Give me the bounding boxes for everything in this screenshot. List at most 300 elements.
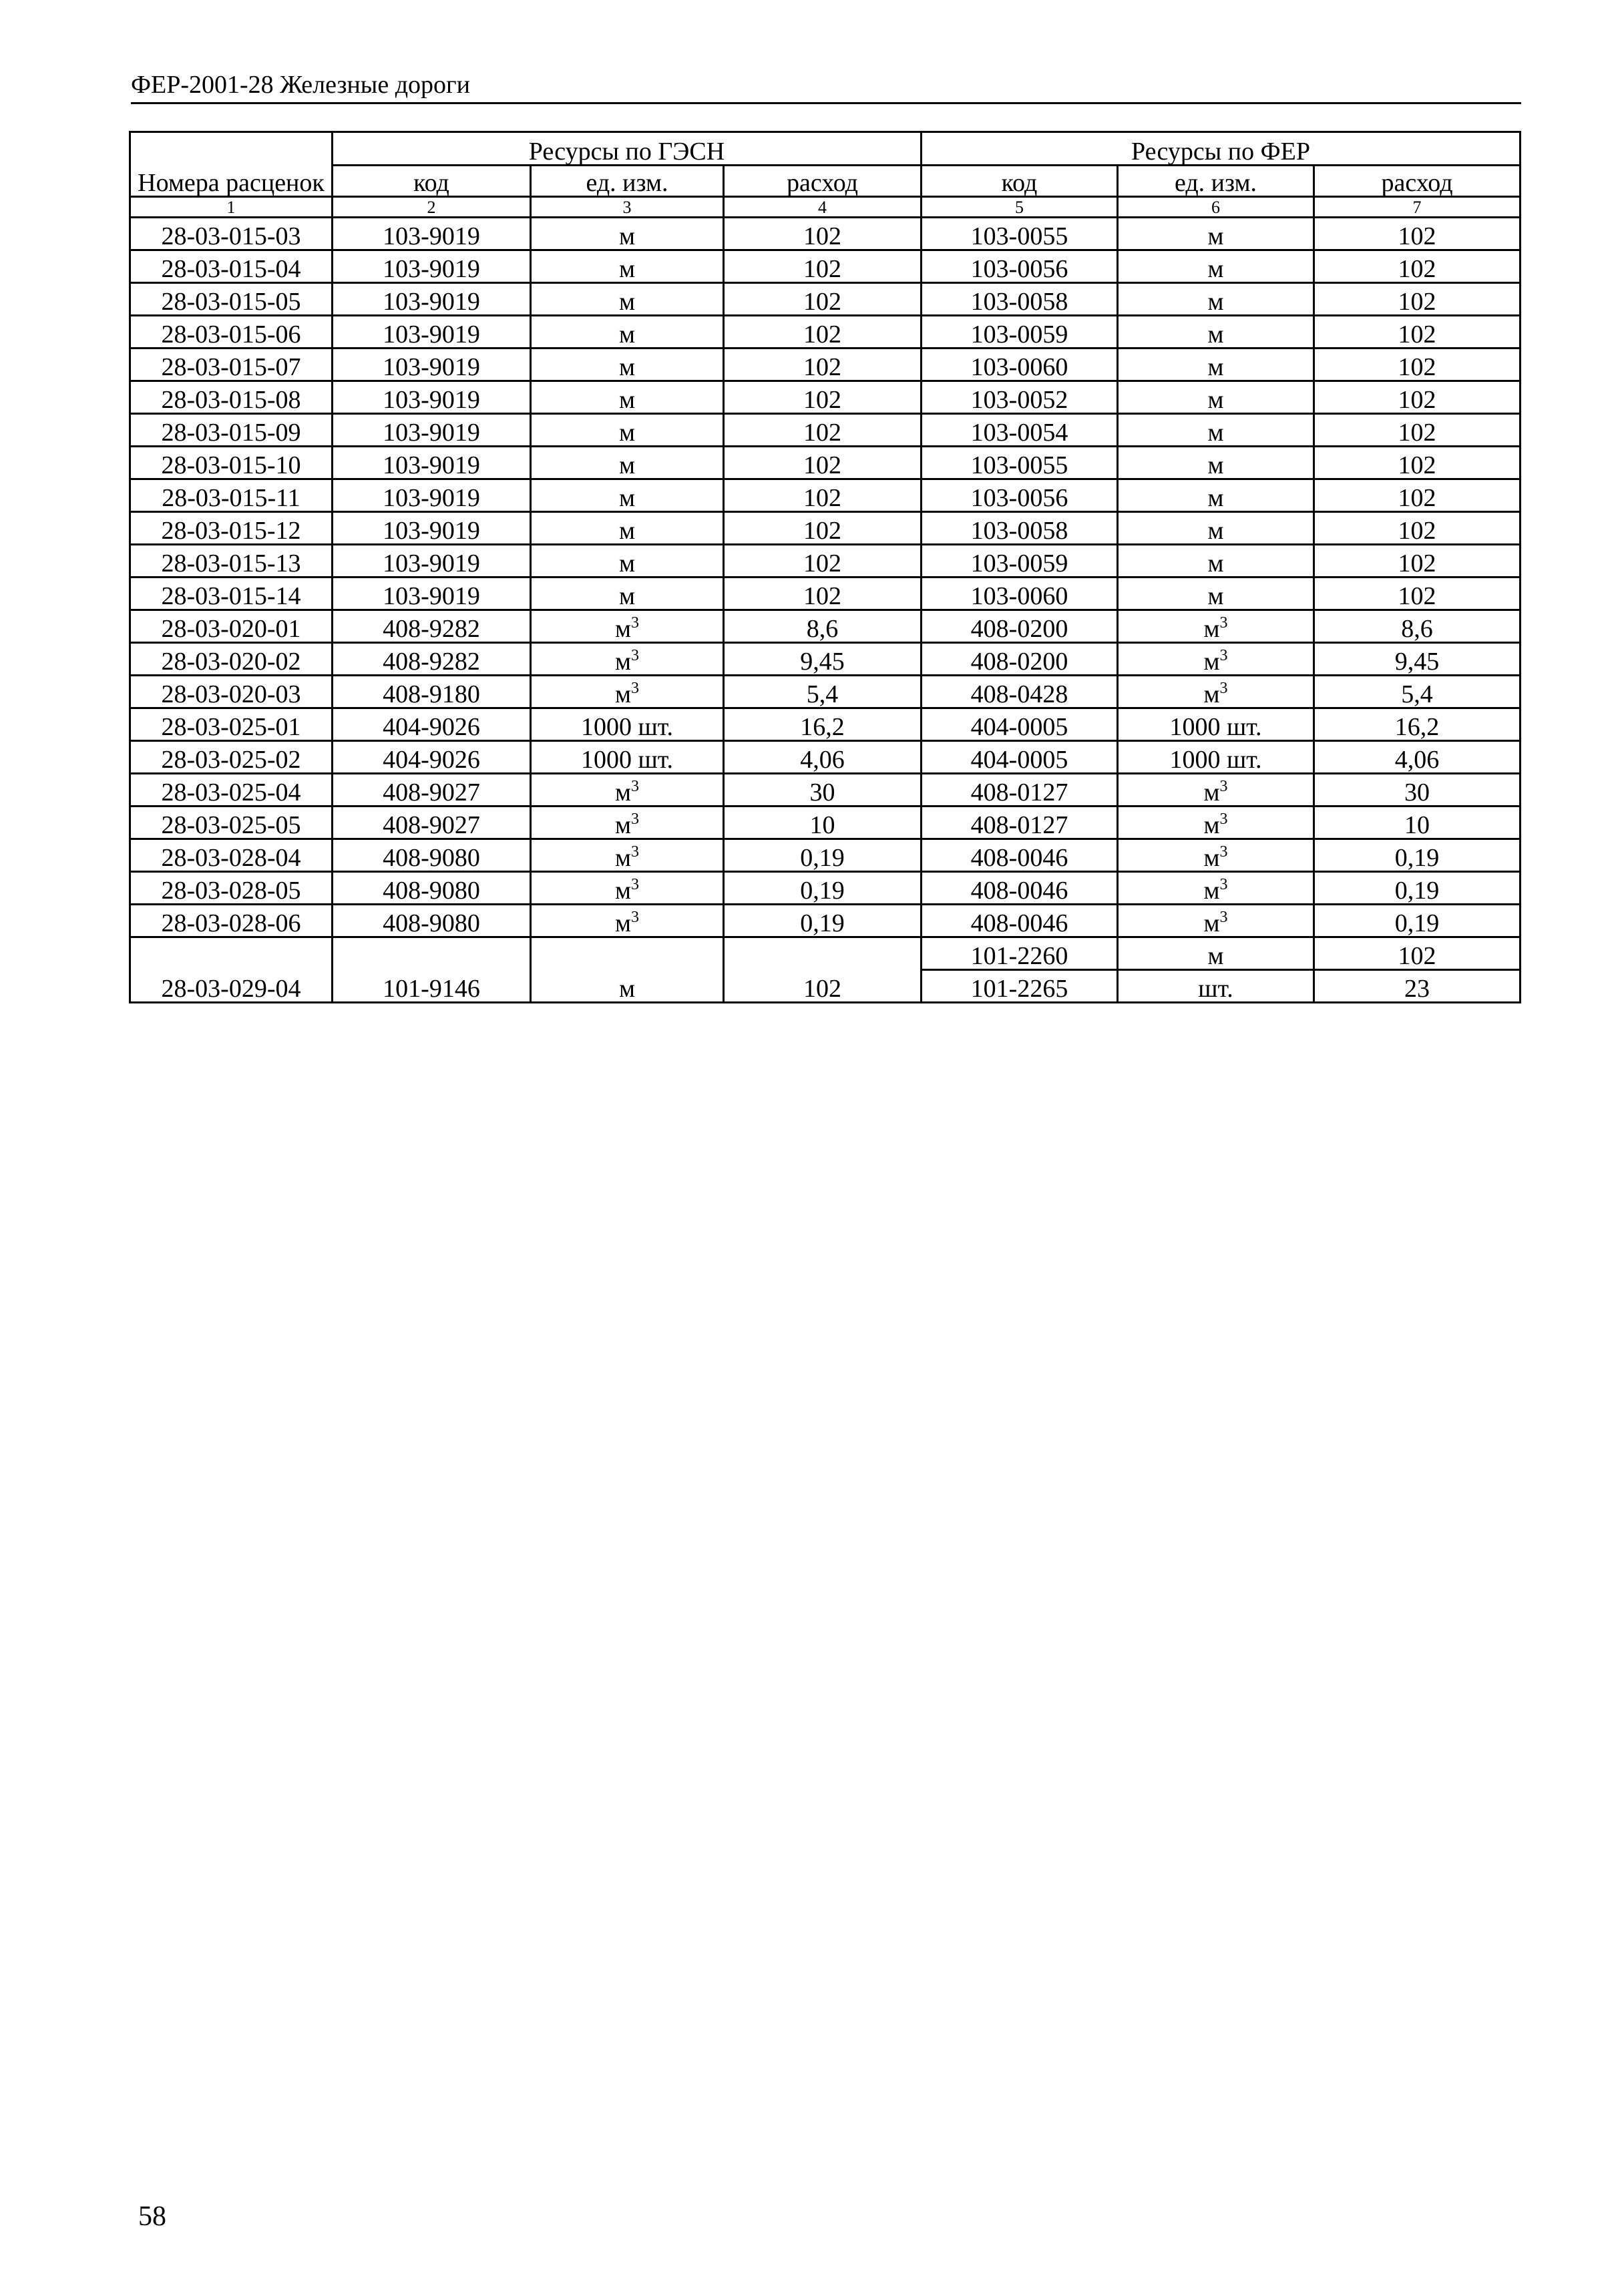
cell-fer-qty-text: 102 xyxy=(1398,451,1436,479)
cell-gesn-code xyxy=(333,218,531,250)
cell-fer-unit-text: м xyxy=(1207,549,1224,578)
cell-gesn-code xyxy=(333,676,531,708)
table-row xyxy=(130,349,1521,381)
cell-fer-qty xyxy=(1314,807,1521,839)
cell-gesn-unit-text: 1000 шт. xyxy=(580,713,673,741)
cell-fer-unit-text: м xyxy=(1203,615,1220,643)
unit-exponent: 3 xyxy=(1219,876,1228,893)
cell-gesn-unit xyxy=(531,708,724,741)
cell-fer-code-text: 408-0046 xyxy=(970,877,1068,905)
cell-fer-qty xyxy=(1314,479,1521,512)
cell-fer-qty-text: 102 xyxy=(1398,549,1436,578)
table-row xyxy=(130,708,1521,741)
cell-gesn-code-text: 103-9019 xyxy=(383,222,480,250)
cell-fer-qty: 102 xyxy=(1314,937,1521,970)
cell-gesn-unit xyxy=(531,807,724,839)
cell-fer-unit-text: м xyxy=(1207,353,1224,381)
cell-gesn-code xyxy=(333,512,531,545)
cell-fer-code xyxy=(922,545,1118,578)
cell-fer-qty xyxy=(1314,349,1521,381)
cell-fer-qty-text: 30 xyxy=(1404,778,1430,807)
cell-fer-unit xyxy=(1118,250,1314,283)
cell-gesn-unit-text: м xyxy=(618,353,636,381)
cell-fer-unit xyxy=(1118,643,1314,676)
cell-fer-unit-text: м xyxy=(1207,386,1224,414)
cell-gesn-code-text: 408-9080 xyxy=(383,844,480,872)
cell-fer-unit-text: м xyxy=(1207,255,1224,283)
cell-gesn-code xyxy=(333,610,531,643)
cell-fer-qty-text: 0,19 xyxy=(1394,844,1440,872)
unit-exponent: 3 xyxy=(631,843,640,861)
cell-gesn-unit-text: м xyxy=(618,255,636,283)
cell-fer-code-text: 103-0055 xyxy=(970,222,1068,250)
cell-fer-code-text: 408-0046 xyxy=(970,844,1068,872)
cell-fer-qty xyxy=(1314,872,1521,905)
table-row xyxy=(130,447,1521,479)
cell-gesn-unit-text: м xyxy=(618,582,636,610)
cell-fer-unit-text: м xyxy=(1203,877,1220,905)
unit-exponent: 3 xyxy=(1219,778,1228,795)
cell-fer-qty xyxy=(1314,283,1521,316)
cell-rate-number-text: 28-03-015-03 xyxy=(161,222,301,250)
cell-gesn-unit-text: м xyxy=(614,877,632,905)
cell-fer-qty-text: 102 xyxy=(1398,419,1436,447)
cell-gesn-qty-text: 102 xyxy=(803,451,841,479)
cell-gesn-qty xyxy=(724,872,922,905)
cell-fer-unit-text: м xyxy=(1207,484,1224,512)
header-rule xyxy=(131,102,1521,104)
cell-rate-number-text: 28-03-020-01 xyxy=(161,615,301,643)
cell-rate-number xyxy=(130,479,333,512)
cell-gesn-code-text: 408-9080 xyxy=(383,877,480,905)
cell-gesn-qty-text: 102 xyxy=(803,549,841,578)
header-rate-numbers: Номера расценок xyxy=(130,132,333,197)
cell-gesn-code-text: 103-9019 xyxy=(383,484,480,512)
cell-rate-number xyxy=(130,447,333,479)
unit-exponent: 3 xyxy=(631,876,640,893)
cell-gesn-qty xyxy=(724,676,922,708)
cell-fer-qty xyxy=(1314,839,1521,872)
unit-exponent: 3 xyxy=(1219,647,1228,664)
cell-gesn-code-text: 103-9019 xyxy=(383,353,480,381)
page-number: 58 xyxy=(138,2201,166,2232)
table-row xyxy=(130,872,1521,905)
cell-rate-number-text: 28-03-015-04 xyxy=(161,255,301,283)
cell-gesn-qty-text: 30 xyxy=(809,778,835,807)
cell-rate-number xyxy=(130,381,333,414)
cell-fer-unit xyxy=(1118,414,1314,447)
table-row xyxy=(130,643,1521,676)
table-row xyxy=(130,676,1521,708)
table-row xyxy=(130,610,1521,643)
cell-rate-number xyxy=(130,545,333,578)
cell-fer-qty-text: 5,4 xyxy=(1401,680,1433,708)
cell-gesn-qty-text: 4,06 xyxy=(800,746,845,774)
cell-fer-code-text: 103-0056 xyxy=(970,484,1068,512)
cell-fer-unit-text: м xyxy=(1203,811,1220,839)
cell-gesn-qty xyxy=(724,839,922,872)
cell-fer-code xyxy=(922,610,1118,643)
cell-fer-code-text: 103-0058 xyxy=(970,517,1068,545)
table-row xyxy=(130,774,1521,807)
column-number: 2 xyxy=(333,197,531,218)
cell-fer-code: 101-2260 xyxy=(922,937,1118,970)
cell-fer-unit xyxy=(1118,545,1314,578)
cell-fer-code-text: 103-0052 xyxy=(970,386,1068,414)
cell-fer-unit xyxy=(1118,578,1314,610)
cell-fer-code xyxy=(922,414,1118,447)
unit-exponent: 3 xyxy=(631,778,640,795)
cell-fer-code xyxy=(922,578,1118,610)
cell-gesn-unit xyxy=(531,545,724,578)
cell-gesn-unit xyxy=(531,414,724,447)
cell-fer-code xyxy=(922,349,1118,381)
cell-rate-number-text: 28-03-015-09 xyxy=(161,419,301,447)
table-row xyxy=(130,741,1521,774)
table-row xyxy=(130,578,1521,610)
cell-gesn-qty-text: 0,19 xyxy=(800,909,845,937)
unit-exponent: 3 xyxy=(631,680,640,697)
cell-fer-code xyxy=(922,807,1118,839)
cell-gesn-code xyxy=(333,774,531,807)
table-row xyxy=(130,316,1521,349)
cell-fer-qty xyxy=(1314,905,1521,937)
cell-fer-unit xyxy=(1118,381,1314,414)
cell-gesn-code-text: 404-9026 xyxy=(383,746,480,774)
cell-gesn-unit xyxy=(531,283,724,316)
cell-gesn-qty xyxy=(724,578,922,610)
cell-gesn-unit xyxy=(531,218,724,250)
cell-gesn-code xyxy=(333,381,531,414)
cell-gesn-qty-text: 102 xyxy=(803,419,841,447)
cell-fer-code xyxy=(922,741,1118,774)
table-body xyxy=(130,218,1521,1003)
cell-fer-code-text: 103-0059 xyxy=(970,320,1068,349)
cell-gesn-qty xyxy=(724,708,922,741)
cell-fer-code-text: 103-0056 xyxy=(970,255,1068,283)
cell-gesn-qty xyxy=(724,316,922,349)
table-row xyxy=(130,250,1521,283)
cell-rate-number-text: 28-03-020-02 xyxy=(161,648,301,676)
cell-fer-qty-text: 0,19 xyxy=(1394,909,1440,937)
unit-exponent: 3 xyxy=(631,647,640,664)
cell-gesn-code xyxy=(333,545,531,578)
cell-fer-unit-text: 1000 шт. xyxy=(1169,713,1262,741)
cell-fer-qty-text: 0,19 xyxy=(1394,877,1440,905)
column-number: 7 xyxy=(1314,197,1521,218)
cell-rate-number xyxy=(130,872,333,905)
cell-gesn-unit-text: м xyxy=(614,648,632,676)
cell-fer-qty-text: 102 xyxy=(1398,484,1436,512)
table-row xyxy=(130,381,1521,414)
cell-gesn-code xyxy=(333,447,531,479)
unit-exponent: 3 xyxy=(1219,843,1228,861)
cell-gesn-code xyxy=(333,643,531,676)
cell-fer-qty xyxy=(1314,381,1521,414)
cell-rate-number xyxy=(130,283,333,316)
cell-fer-unit-text: м xyxy=(1203,778,1220,807)
cell-fer-unit xyxy=(1118,741,1314,774)
cell-fer-qty xyxy=(1314,250,1521,283)
unit-exponent: 3 xyxy=(1219,811,1228,828)
cell-fer-qty xyxy=(1314,610,1521,643)
header-gesn-unit: ед. изм. xyxy=(531,166,724,197)
cell-rate-number xyxy=(130,807,333,839)
cell-fer-qty-text: 10 xyxy=(1404,811,1430,839)
cell-fer-qty-text: 9,45 xyxy=(1394,648,1440,676)
cell-gesn-qty-text: 102 xyxy=(803,255,841,283)
cell-gesn-qty xyxy=(724,545,922,578)
running-head: ФЕР-2001-28 Железные дороги xyxy=(131,71,470,99)
cell-gesn-code-text: 103-9019 xyxy=(383,549,480,578)
cell-gesn-qty-text: 10 xyxy=(809,811,835,839)
cell-fer-unit xyxy=(1118,807,1314,839)
cell-fer-code xyxy=(922,479,1118,512)
table-row xyxy=(130,807,1521,839)
cell-gesn-unit-text: м xyxy=(618,222,636,250)
cell-fer-qty xyxy=(1314,708,1521,741)
cell-fer-code: 101-2265 xyxy=(922,970,1118,1003)
cell-gesn-code xyxy=(333,578,531,610)
cell-rate-number xyxy=(130,708,333,741)
cell-fer-unit xyxy=(1118,479,1314,512)
cell-rate-number xyxy=(130,250,333,283)
cell-rate-number xyxy=(130,643,333,676)
cell-gesn-unit-text: м xyxy=(614,909,632,937)
cell-rate-number-text: 28-03-015-14 xyxy=(161,582,301,610)
cell-fer-unit xyxy=(1118,512,1314,545)
cell-gesn-unit xyxy=(531,774,724,807)
cell-gesn-qty xyxy=(724,414,922,447)
cell-fer-qty xyxy=(1314,774,1521,807)
cell-gesn-code xyxy=(333,708,531,741)
cell-gesn-qty-text: 102 xyxy=(803,222,841,250)
cell-gesn-code-text: 103-9019 xyxy=(383,320,480,349)
column-number: 4 xyxy=(724,197,922,218)
cell-fer-code xyxy=(922,708,1118,741)
cell-fer-unit: м xyxy=(1118,937,1314,970)
unit-exponent: 3 xyxy=(1219,680,1228,697)
cell-rate-number-text: 28-03-028-04 xyxy=(161,844,301,872)
cell-fer-qty xyxy=(1314,741,1521,774)
cell-fer-qty: 23 xyxy=(1314,970,1521,1003)
cell-rate-number-text: 28-03-028-06 xyxy=(161,909,301,937)
cell-fer-unit-text: м xyxy=(1207,451,1224,479)
column-number: 1 xyxy=(130,197,333,218)
cell-fer-qty-text: 4,06 xyxy=(1394,746,1440,774)
cell-gesn-unit-text: м xyxy=(614,844,632,872)
cell-fer-code-text: 404-0005 xyxy=(970,746,1068,774)
cell-fer-qty xyxy=(1314,578,1521,610)
cell-fer-code xyxy=(922,643,1118,676)
cell-gesn-qty-text: 0,19 xyxy=(800,844,845,872)
cell-fer-code xyxy=(922,218,1118,250)
cell-gesn-qty: 102 xyxy=(724,937,922,1003)
cell-gesn-unit-text: м xyxy=(614,778,632,807)
column-number: 6 xyxy=(1118,197,1314,218)
cell-rate-number xyxy=(130,218,333,250)
cell-gesn-code xyxy=(333,250,531,283)
cell-gesn-unit xyxy=(531,676,724,708)
cell-fer-code xyxy=(922,316,1118,349)
cell-gesn-code xyxy=(333,807,531,839)
cell-fer-code-text: 408-0046 xyxy=(970,909,1068,937)
cell-fer-qty xyxy=(1314,545,1521,578)
cell-rate-number-text: 28-03-025-01 xyxy=(161,713,301,741)
cell-fer-code xyxy=(922,250,1118,283)
cell-fer-code xyxy=(922,447,1118,479)
cell-gesn-qty xyxy=(724,807,922,839)
cell-fer-qty-text: 102 xyxy=(1398,222,1436,250)
cell-gesn-code-text: 408-9282 xyxy=(383,648,480,676)
cell-gesn-qty-text: 102 xyxy=(803,484,841,512)
cell-fer-qty xyxy=(1314,643,1521,676)
cell-fer-unit xyxy=(1118,905,1314,937)
cell-gesn-code-text: 408-9180 xyxy=(383,680,480,708)
cell-rate-number-text: 28-03-015-07 xyxy=(161,353,301,381)
cell-fer-unit-text: 1000 шт. xyxy=(1169,746,1262,774)
cell-gesn-unit-text: м xyxy=(618,320,636,349)
cell-rate-number xyxy=(130,316,333,349)
table-row xyxy=(130,905,1521,937)
cell-fer-unit-text: м xyxy=(1203,680,1220,708)
cell-fer-unit: шт. xyxy=(1118,970,1314,1003)
unit-exponent: 3 xyxy=(631,811,640,828)
cell-gesn-unit xyxy=(531,512,724,545)
cell-gesn-qty xyxy=(724,479,922,512)
table-row xyxy=(130,512,1521,545)
cell-fer-code-text: 103-0059 xyxy=(970,549,1068,578)
cell-fer-code xyxy=(922,839,1118,872)
header-group-fer: Ресурсы по ФЕР xyxy=(922,132,1521,166)
cell-gesn-code-text: 408-9027 xyxy=(383,811,480,839)
cell-rate-number xyxy=(130,610,333,643)
cell-gesn-unit-text: 1000 шт. xyxy=(580,746,673,774)
cell-fer-code xyxy=(922,774,1118,807)
cell-gesn-qty xyxy=(724,283,922,316)
cell-fer-unit xyxy=(1118,283,1314,316)
cell-gesn-code-text: 103-9019 xyxy=(383,255,480,283)
cell-fer-qty xyxy=(1314,218,1521,250)
cell-gesn-unit xyxy=(531,250,724,283)
cell-rate-number-text: 28-03-015-11 xyxy=(162,484,300,512)
cell-fer-unit-text: м xyxy=(1207,517,1224,545)
table-row xyxy=(130,545,1521,578)
cell-gesn-qty-text: 0,19 xyxy=(800,877,845,905)
cell-fer-qty xyxy=(1314,676,1521,708)
cell-rate-number: 28-03-029-04 xyxy=(130,937,333,1003)
cell-gesn-unit xyxy=(531,479,724,512)
cell-gesn-qty xyxy=(724,905,922,937)
header-gesn-code: код xyxy=(333,166,531,197)
cell-fer-qty-text: 102 xyxy=(1398,353,1436,381)
cell-gesn-code xyxy=(333,741,531,774)
cell-rate-number-text: 28-03-015-08 xyxy=(161,386,301,414)
cell-fer-code xyxy=(922,676,1118,708)
cell-fer-unit xyxy=(1118,447,1314,479)
cell-fer-qty xyxy=(1314,447,1521,479)
cell-fer-unit-text: м xyxy=(1207,288,1224,316)
cell-rate-number xyxy=(130,839,333,872)
table-row xyxy=(130,218,1521,250)
cell-rate-number-text: 28-03-015-12 xyxy=(161,517,301,545)
unit-exponent: 3 xyxy=(631,909,640,926)
cell-rate-number xyxy=(130,741,333,774)
cell-gesn-code-text: 103-9019 xyxy=(383,288,480,316)
cell-gesn-code-text: 408-9282 xyxy=(383,615,480,643)
cell-fer-code-text: 404-0005 xyxy=(970,713,1068,741)
cell-fer-code xyxy=(922,512,1118,545)
cell-rate-number-text: 28-03-020-03 xyxy=(161,680,301,708)
column-number: 5 xyxy=(922,197,1118,218)
cell-gesn-unit xyxy=(531,578,724,610)
cell-fer-code-text: 103-0060 xyxy=(970,582,1068,610)
cell-fer-qty xyxy=(1314,316,1521,349)
cell-fer-unit xyxy=(1118,872,1314,905)
cell-rate-number xyxy=(130,676,333,708)
cell-gesn-unit-text: м xyxy=(614,811,632,839)
cell-gesn-code xyxy=(333,414,531,447)
cell-gesn-unit xyxy=(531,741,724,774)
cell-gesn-unit-text: м xyxy=(618,386,636,414)
cell-gesn-qty-text: 102 xyxy=(803,320,841,349)
cell-fer-qty-text: 102 xyxy=(1398,517,1436,545)
cell-gesn-code xyxy=(333,349,531,381)
cell-gesn-code xyxy=(333,479,531,512)
cell-fer-unit-text: м xyxy=(1207,320,1224,349)
cell-fer-code xyxy=(922,905,1118,937)
cell-fer-code-text: 408-0127 xyxy=(970,778,1068,807)
cell-gesn-qty xyxy=(724,381,922,414)
cell-gesn-qty xyxy=(724,349,922,381)
cell-rate-number-text: 28-03-025-05 xyxy=(161,811,301,839)
cell-gesn-unit xyxy=(531,839,724,872)
cell-gesn-code xyxy=(333,283,531,316)
cell-gesn-unit-text: м xyxy=(618,517,636,545)
cell-gesn-code xyxy=(333,905,531,937)
cell-gesn-code-text: 103-9019 xyxy=(383,419,480,447)
cell-gesn-code-text: 408-9027 xyxy=(383,778,480,807)
cell-gesn-unit-text: м xyxy=(618,451,636,479)
cell-rate-number xyxy=(130,774,333,807)
cell-rate-number xyxy=(130,414,333,447)
unit-exponent: 3 xyxy=(1219,614,1228,632)
cell-rate-number-text: 28-03-015-06 xyxy=(161,320,301,349)
cell-fer-code-text: 103-0060 xyxy=(970,353,1068,381)
cell-gesn-qty xyxy=(724,512,922,545)
cell-fer-unit xyxy=(1118,774,1314,807)
cell-rate-number xyxy=(130,512,333,545)
cell-gesn-qty-text: 102 xyxy=(803,517,841,545)
cell-gesn-unit xyxy=(531,349,724,381)
cell-gesn-code-text: 404-9026 xyxy=(383,713,480,741)
cell-rate-number-text: 28-03-025-04 xyxy=(161,778,301,807)
cell-fer-code-text: 103-0055 xyxy=(970,451,1068,479)
cell-fer-code xyxy=(922,381,1118,414)
header-fer-unit: ед. изм. xyxy=(1118,166,1314,197)
cell-gesn-unit xyxy=(531,381,724,414)
cell-fer-qty-text: 102 xyxy=(1398,386,1436,414)
cell-fer-qty-text: 102 xyxy=(1398,288,1436,316)
cell-gesn-unit-text: м xyxy=(618,484,636,512)
cell-rate-number-text: 28-03-015-13 xyxy=(161,549,301,578)
table-row xyxy=(130,479,1521,512)
cell-rate-number xyxy=(130,905,333,937)
header-group-gesn: Ресурсы по ГЭСН xyxy=(333,132,922,166)
cell-rate-number-text: 28-03-028-05 xyxy=(161,877,301,905)
cell-fer-qty-text: 102 xyxy=(1398,255,1436,283)
cell-gesn-unit-text: м xyxy=(618,288,636,316)
